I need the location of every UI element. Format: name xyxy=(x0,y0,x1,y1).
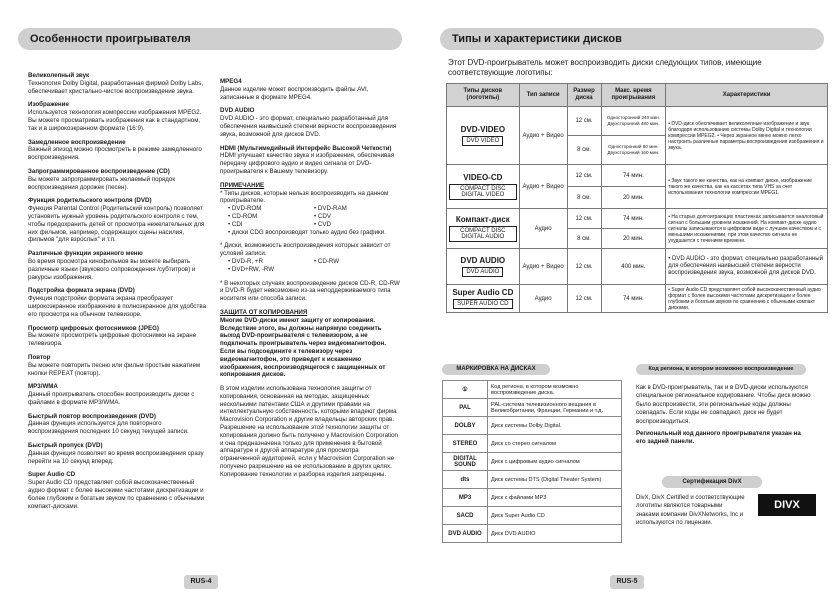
disc-logo-icon: SUPER AUDIO CD xyxy=(453,299,512,309)
feature-text: Вы можете просмотреть цифровые фотоснимки на экране телевизора. xyxy=(28,332,197,348)
note-title: ПРИМЕЧАНИЕ xyxy=(220,181,265,189)
features-cell: • Super Audio CD представляет собой высококачественный аудио формат с более высокими частотами дискретизации и более глубоким и богатым звуком по сравнению с обычными компакт дисками. xyxy=(666,285,828,313)
max-time-cell: 74 мин. xyxy=(601,165,666,187)
feature-text: Данная функция позволяет во время воспроизведения сразу перейти на 10 секунд вперед. xyxy=(28,449,204,465)
disc-type-cell xyxy=(447,107,520,165)
note-2-list-item: • CD-RW xyxy=(314,257,340,265)
feature-item xyxy=(28,197,206,244)
disc-mark-row xyxy=(443,471,622,489)
note-2-list xyxy=(220,258,400,274)
disc-mark-icon: MP3 xyxy=(443,489,488,507)
disc-mark-icon: SACD xyxy=(443,507,488,525)
feature-item xyxy=(28,413,206,436)
note-3: * В некоторых случаях воспроизведение дисков CD-R, CD-RW и DVD-R будет невозможно из-за неподдерживаемого типа носителя или способа записи. xyxy=(220,279,400,303)
table-row xyxy=(447,249,828,285)
feature-text: Super Audio CD представляет собой высококачественный аудио формат с более высокими частотами дискретизации и более глубоким и богатым звуком по сравнению с обычными компакт-дисками. xyxy=(28,479,205,510)
feature-title: Замедленное воспроизведение xyxy=(28,138,126,146)
disc-mark-icon: dts xyxy=(443,471,488,489)
feature-text: DVD AUDIO - это формат, специально разработанный для обеспечения наивысшей степени верности воспроизведения звука, возможной для дисков DVD. xyxy=(220,115,397,138)
disc-size-cell: 12 см. xyxy=(567,107,601,136)
disc-mark-text: Диск системы Dolby Digital. xyxy=(488,417,622,435)
features-cell: • DVD-диск обеспечивает великолепные изображение и звук благодаря использованию системы Dolby Digital и технологии компрессии MPEG2. • Через экранное меню можно легко настроить различные параметры воспроизведения изображения и звука. xyxy=(666,107,828,165)
feature-text: Используется технология компрессии изображения MPEG2. Вы можете просматривать изображения как в стандартном, так и в широкоэкранном формате (16:9). xyxy=(28,109,202,132)
max-time-cell: 20 мин. xyxy=(601,229,666,249)
features-column-1 xyxy=(28,72,206,516)
disc-name: Компакт-диск xyxy=(455,215,510,224)
disc-logo-icon: DVD AUDIO xyxy=(462,267,503,277)
disc-logo-icon: DVD VIDEO xyxy=(462,136,503,146)
copy-protection-text: В этом изделии использована технология защиты от копирования, основанная на методах, защищенных несколькими патентами США и другими правами на интеллектуальную собственность, которыми владеют фирма Macrovision Corporation и другие владельцы авторских прав. Разрешение на использование этой технологии защиты от копирования должно быть получено у Macrovision Corporation и она предназначена только для применения в бытовой аппаратуре и другой аппаратуре для просмотра ограниченной аудиторией, если у Macrovision Corporation не получено разрешение на ее использование в других целях. Копирование технологии и разборка изделия запрещены. xyxy=(220,385,398,478)
note-list-item: • CDV xyxy=(314,212,331,220)
feature-item xyxy=(220,145,400,176)
disc-mark-row xyxy=(443,417,622,435)
table-header: Характеристики xyxy=(666,84,828,107)
feature-title: MP3/WMA xyxy=(28,383,58,391)
feature-text: Функция подстройки формата экрана преобразует широкоэкранное изображение в полноэкранное для удобства его просмотра на обычном телевизоре. xyxy=(28,295,207,318)
feature-item xyxy=(28,101,206,132)
disc-mark-icon: ① xyxy=(443,381,488,399)
disc-size-cell: 12 см. xyxy=(567,165,601,187)
max-time-cell: 74 мин. xyxy=(601,285,666,313)
table-header: Размер диска xyxy=(567,84,601,107)
disc-mark-text: Диск со стерео сигналом xyxy=(488,435,622,453)
feature-text: Важный эпизод можно просмотреть в режиме замедленного воспроизведения. xyxy=(28,146,202,162)
feature-text: Данное изделие может воспроизводить файлы AVI, записанные в формате MPEG4. xyxy=(220,85,369,101)
feature-title: Повтор xyxy=(28,353,51,361)
feature-title: HDMI (Мультимедийный Интерфейс Высокой Четкости) xyxy=(220,144,392,152)
feature-item xyxy=(28,168,206,191)
feature-text: Функция Parental Control (Родительский контроль) позволяет установить нужный уровень родительского контроля с тем, чтобы предохранить детей от просмотра нежелательных для них фильмов, например, содержащих сцены насилия, фильмов "для взрослых" и т.п. xyxy=(28,205,205,244)
max-time-cell: 74 мин. xyxy=(601,209,666,229)
page-number: RUS-4 xyxy=(184,575,218,589)
left-page-header: Особенности проигрывателя xyxy=(18,28,402,50)
region-code-description: Как в DVD-проигрыватель, так и в DVD-диски используются специальное региональное кодирование. Чтобы диск можно было воспроизвести, эти региональные коды должны совпадать. Если коды не совпадают, диск не будет воспроизводиться. xyxy=(636,384,811,425)
divx-logo-icon: DIVX xyxy=(758,494,816,516)
disc-mark-row xyxy=(443,399,622,417)
disc-mark-row xyxy=(443,381,622,399)
feature-text: Вы можете запрограммировать желаемый порядок воспроизведения дорожек (песен). xyxy=(28,175,176,191)
disc-type-cell xyxy=(447,249,520,285)
max-time-cell: Односторонний 80 мин. Двухсторонний 160 мин. xyxy=(601,136,666,165)
copy-protection-title: ЗАЩИТА ОТ КОПИРОВАНИЯ xyxy=(220,308,308,316)
disc-mark-text: PAL-система телевизионного вещания в Великобритании, Франции, Германии и т.д. xyxy=(488,399,622,417)
max-time-cell: Односторонний 240 мин. Двухсторонний 480 мин. xyxy=(601,107,666,136)
feature-title: Super Audio CD xyxy=(28,471,76,479)
table-row xyxy=(447,165,828,187)
note-2-list-item: • DVD-R, +R xyxy=(228,257,263,265)
right-page xyxy=(420,0,839,595)
disc-type-cell xyxy=(447,209,520,249)
disc-logo-icon: COMPACT DISC DIGITAL VIDEO xyxy=(449,184,517,200)
disc-mark-icon: PAL xyxy=(443,399,488,417)
disc-size-cell: 8 см. xyxy=(567,229,601,249)
feature-text: Данная функция используется для повторного воспроизведения последних 10 секунд текущей записи. xyxy=(28,420,189,436)
note-list-item: • CDI xyxy=(228,220,243,228)
recording-type-cell: Аудио + Видео xyxy=(519,249,567,285)
disc-name: DVD AUDIO xyxy=(460,256,506,265)
disc-mark-icon: DVD AUDIO xyxy=(443,525,488,543)
table-header: Тип записи xyxy=(519,84,567,107)
recording-type-cell: Аудио xyxy=(519,285,567,313)
feature-item xyxy=(28,325,206,348)
feature-item xyxy=(28,250,206,281)
disc-mark-row xyxy=(443,453,622,471)
disc-size-cell: 12 см. xyxy=(567,285,601,313)
feature-text: Вы можете повторить песню или фильм простым нажатием кнопки REPEAT (повтор). xyxy=(28,361,201,377)
note-list-item: • DVD-RAM xyxy=(314,205,347,213)
disc-marks-table xyxy=(442,380,622,543)
feature-title: Просмотр цифровых фотоснимков (JPEG) xyxy=(28,324,159,332)
disc-type-cell xyxy=(447,165,520,209)
feature-text: Во время просмотра кинофильмов вы можете выбирать различные языки (звукового сопровождения /субтитров) и ракурсы изображения. xyxy=(28,257,196,281)
feature-item xyxy=(28,287,206,318)
page-number: RUS-5 xyxy=(610,575,644,589)
disc-size-cell: 12 см. xyxy=(567,249,601,285)
feature-title: Быстрый пропуск (DVD) xyxy=(28,442,103,450)
recording-type-cell: Аудио xyxy=(519,209,567,249)
disc-logo-icon: COMPACT DISC DIGITAL AUDIO xyxy=(449,226,517,242)
feature-text: HDMI улучшает качество звука и изображения, обеспечивая передачу цифрового аудио и видео сигнала от DVD-проигрывателя к Вашему телевизору. xyxy=(220,152,395,175)
note-list-item: • DVD-ROM xyxy=(228,205,262,213)
disc-mark-icon: STEREO xyxy=(443,435,488,453)
feature-title: Функция родительского контроля (DVD) xyxy=(28,197,152,205)
divx-text: DivX, DivX Certified и соответствующие логотипы являются товарными знаками компании DivXNetworks, Inc и используются по лицензии. xyxy=(636,495,745,527)
disc-name: Super Audio CD xyxy=(452,288,514,297)
feature-item xyxy=(28,354,206,377)
feature-item xyxy=(220,78,400,101)
note-list-item: • CD-ROM xyxy=(228,212,258,220)
feature-title: Великолепный звук xyxy=(28,72,90,79)
recording-type-cell: Аудио + Видео xyxy=(519,165,567,209)
recording-type-cell: Аудио + Видео xyxy=(519,107,567,165)
note-2: * Диски, возможность воспроизведения которых зависит от условий записи. xyxy=(220,242,391,258)
disc-mark-icon: DOLBY xyxy=(443,417,488,435)
feature-title: Запрограммированное воспроизведение (CD) xyxy=(28,167,170,175)
disc-size-cell: 8 см. xyxy=(567,136,601,165)
feature-title: Быстрый повтор воспроизведения (DVD) xyxy=(28,412,156,420)
region-code-header: Код региона, в котором возможно воспроизведение xyxy=(636,364,806,375)
features-cell: • Звук такого же качества, как на компакт диске, изображение такого же качества, как на кассетах типа VHS за счет использования технологии компрессии MPEG1. xyxy=(666,165,828,209)
feature-title: Различные функции экранного меню xyxy=(28,250,143,258)
disc-marks-header: МАРКИРОВКА НА ДИСКАХ xyxy=(442,364,550,375)
disc-mark-row xyxy=(443,507,622,525)
disc-type-cell xyxy=(447,285,520,313)
feature-item xyxy=(28,72,206,95)
max-time-cell: 400 мин. xyxy=(601,249,666,285)
note-list xyxy=(220,205,400,228)
disc-mark-icon: DIGITAL SOUND xyxy=(443,453,488,471)
disc-mark-text: Диск с цифровым аудио сигналом xyxy=(488,453,622,471)
disc-name: VIDEO-CD xyxy=(463,173,503,182)
table-header: Макс. время проигрывания xyxy=(601,84,666,107)
region-code-note: Региональный код данного проигрывателя указан на его задней панели. xyxy=(636,430,801,446)
note-2-list-item: • DVD+RW, -RW xyxy=(228,265,275,273)
table-row xyxy=(447,285,828,313)
disc-name: DVD-VIDEO xyxy=(460,125,506,134)
disc-mark-text: Диск DVD AUDIO xyxy=(488,525,622,543)
table-row xyxy=(447,107,828,136)
disc-mark-row xyxy=(443,525,622,543)
table-header: Типы дисков (логотипы) xyxy=(447,84,520,107)
features-cell: • DVD AUDIO - это формат, специально разработанный для обеспечения наивысшей степени верности воспроизведения звука, возможной для дисков DVD. xyxy=(666,249,828,285)
disc-mark-text: Диск системы DTS (Digital Theater System) xyxy=(488,471,622,489)
copy-protection-bold: Многие DVD-диски имеют защиту от копирования. Вследствие этого, вы должны напрямую соединить выход DVD-проигрывателя с телевизором, а не подключать проигрыватель через видеомагнитофон. Если вы подсоедините к телевизору через видеомагнитофон, это приведет к искажению изображения, воспроизводящегося с защищенных от копирования дисков. xyxy=(220,316,387,379)
note-1: * Типы дисков, которые нельзя воспроизводить на данном проигрывателе. xyxy=(220,189,389,205)
feature-item xyxy=(28,383,206,406)
disc-mark-row xyxy=(443,489,622,507)
feature-item xyxy=(220,107,400,138)
divx-header: Сертификация DivX xyxy=(662,476,762,488)
note-list-tail: • диски CDG воспроизводят только аудио без графики. xyxy=(228,228,386,236)
disc-size-cell: 12 см. xyxy=(567,209,601,229)
disc-mark-text: Диск с файлами MP3 xyxy=(488,489,622,507)
feature-title: DVD AUDIO xyxy=(220,107,255,115)
table-row xyxy=(447,209,828,229)
disc-size-cell: 8 см. xyxy=(567,187,601,209)
disc-types-table xyxy=(446,83,828,313)
feature-item xyxy=(28,442,206,465)
feature-title: MPEG4 xyxy=(220,78,242,85)
max-time-cell: 20 мин. xyxy=(601,187,666,209)
disc-mark-row xyxy=(443,435,622,453)
intro-text: Этот DVD-проигрыватель может воспроизводить диски следующих типов, имеющие соответствующие логотипы: xyxy=(448,58,762,77)
feature-text: Данный проигрыватель способен воспроизводить диски с файлами в формате MP3/WMA. xyxy=(28,391,195,406)
region-code-text xyxy=(636,384,812,447)
feature-item xyxy=(28,139,206,162)
disc-mark-text: Диск Super Audio CD xyxy=(488,507,622,525)
disc-mark-text: Код региона, в котором возможно воспроизведение диска. xyxy=(488,381,622,399)
left-page xyxy=(0,0,419,595)
right-page-header: Типы и характеристики дисков xyxy=(440,28,824,50)
feature-title: Подстройка формата экрана (DVD) xyxy=(28,287,135,295)
features-cell: • На старых долгоиграющих пластинках записывается аналоговый сигнал с большим уровнем искажений. На компакт-диске аудио сигналы записываются в цифровом виде с лучшим качеством и с меньшими искажениями, при этом качество сигнала не ухудшается с течением времени. xyxy=(666,209,828,249)
feature-item xyxy=(28,471,206,510)
features-column-2 xyxy=(220,78,400,485)
feature-title: Изображение xyxy=(28,101,69,109)
feature-text: Технология Dolby Digital, разработанная фирмой Dolby Labs, обеспечивает кристально-чистое воспроизведение звука. xyxy=(28,79,204,95)
note-list-item: • CVD xyxy=(314,220,331,228)
